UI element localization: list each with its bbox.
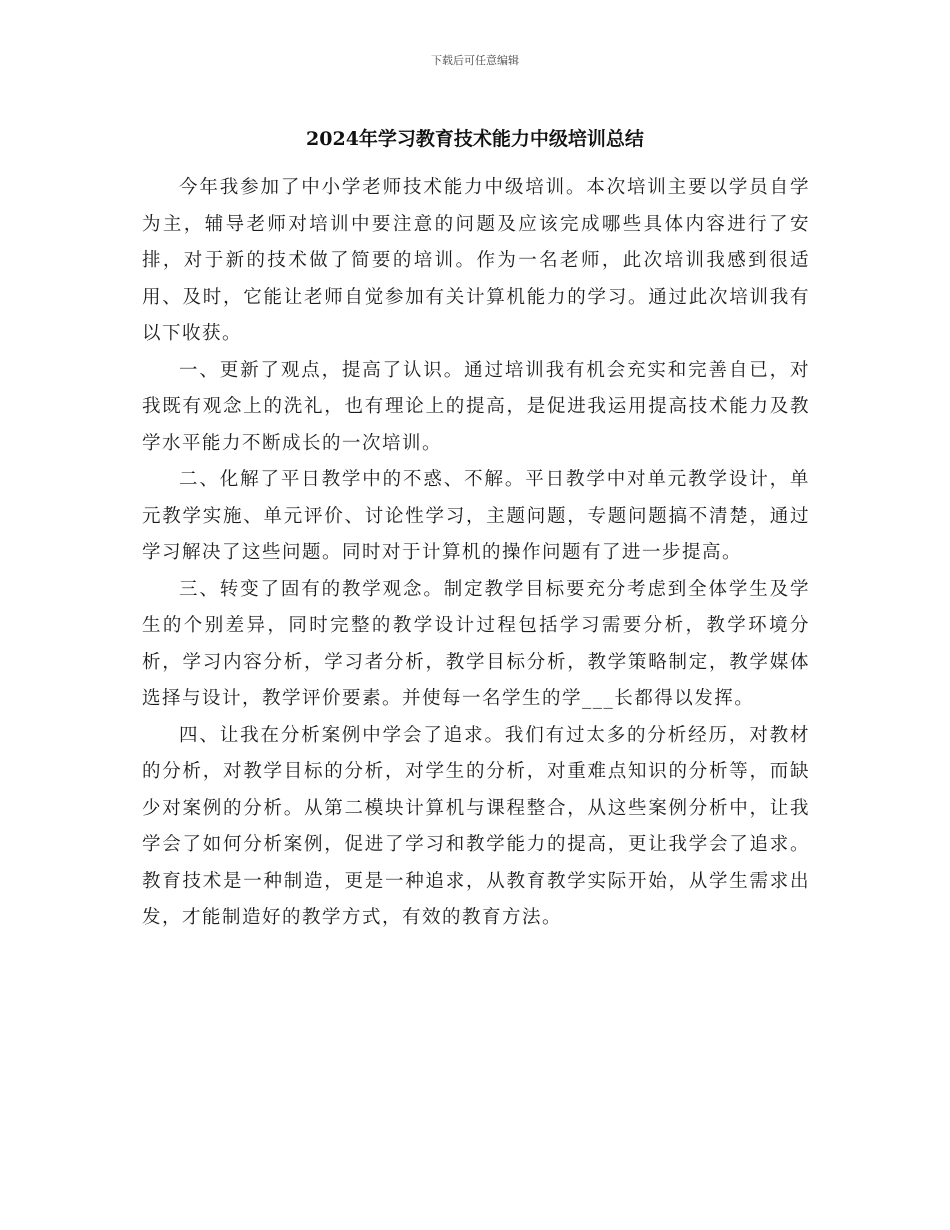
paragraph-point-3: 三、转变了固有的教学观念。制定教学目标要充分考虑到全体学生及学生的个别差异，同时完整的教学设计过程包括学习需要分析，教学环境分析，学习内容分析，学习者分析，教学目标分析，教学策略制定，教学媒体选择与设计，教学评价要素。并使每一名学生的学___长都得以发挥。: [142, 578, 810, 709]
header-note: 下载后可任意编辑: [431, 54, 519, 67]
document-title: 2024年学习教育技术能力中级培训总结: [306, 128, 644, 150]
paragraph-point-1: 一、更新了观点，提高了认识。通过培训我有机会充实和完善自已，对我既有观念上的洗礼，也有理论上的提高，是促进我运用提高技术能力及教学水平能力不断成长的一次培训。: [142, 359, 810, 454]
paragraph-point-2: 二、化解了平日教学中的不惑、不解。平日教学中对单元教学设计，单元教学实施、单元评价、讨论性学习，主题问题，专题问题搞不清楚，通过学习解决了这些问题。同时对于计算机的操作问题有了进一步提高。: [142, 469, 810, 563]
paragraph-point-4: 四、让我在分析案例中学会了追求。我们有过太多的分析经历，对教材的分析，对教学目标的分析，对学生的分析，对重难点知识的分析等，而缺少对案例的分析。从第二模块计算机与课程整合，从这些案例分析中，让我学会了如何分析案例，促进了学习和教学能力的提高，更让我学会了追求。教育技术是一种制造，更是一种追求，从教育教学实际开始，从学生需求出发，才能制造好的教学方式，有效的教育方法。: [142, 724, 810, 928]
paragraph-intro: 今年我参加了中小学老师技术能力中级培训。本次培训主要以学员自学为主，辅导老师对培训中要注意的问题及应该完成哪些具体内容进行了安排，对于新的技术做了简要的培训。作为一名老师，此次培训我感到很适用、及时，它能让老师自觉参加有关计算机能力的学习。通过此次培训我有以下收获。: [142, 177, 810, 344]
document-body: [142, 170, 810, 937]
